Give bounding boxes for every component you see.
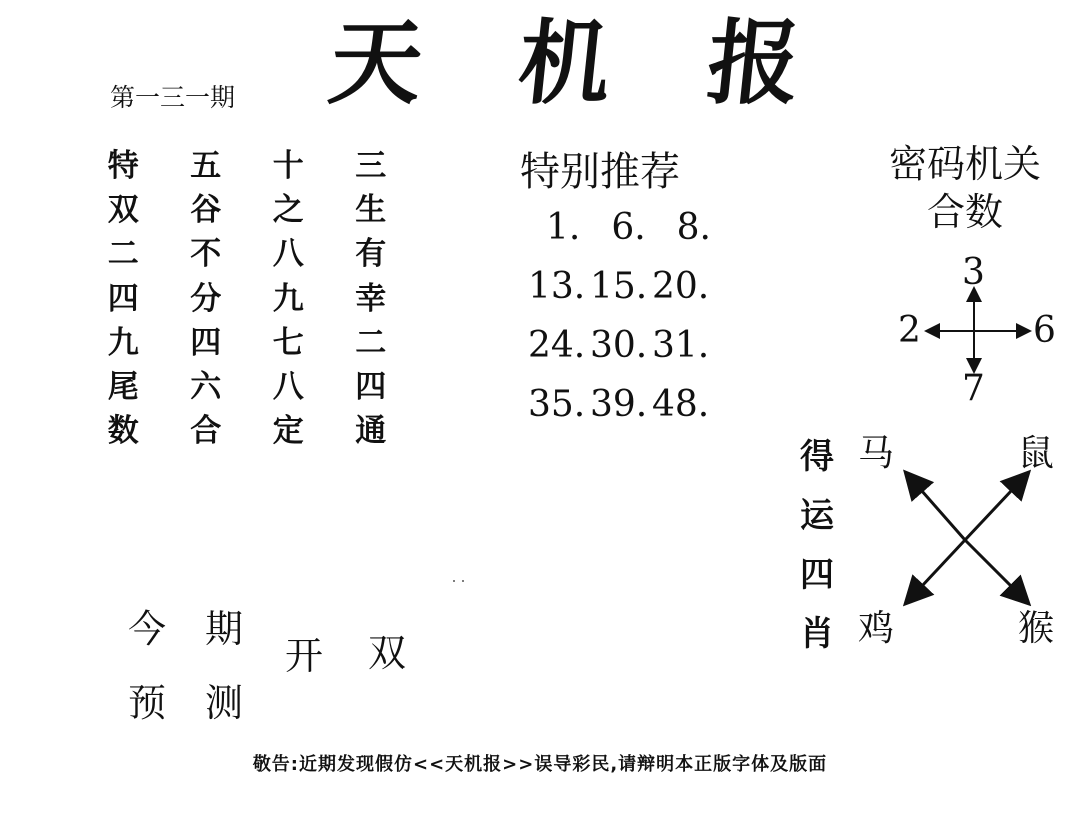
recommend-row: [528, 375, 728, 434]
grid-cell: 七: [272, 324, 304, 361]
recommend-row: [528, 257, 728, 316]
grid-cell: 合: [190, 413, 222, 450]
grid-cell: 九: [272, 280, 304, 317]
recommend-number: 13.: [528, 266, 586, 307]
lucky-label-char: 肖: [800, 614, 834, 654]
recommend-number: 24.: [528, 325, 586, 366]
grid-cell: 谷: [190, 191, 222, 228]
grid-cell: 双: [107, 191, 139, 228]
recommend-number: 31.: [652, 325, 710, 366]
zodiac-rooster: 鸡: [858, 608, 895, 649]
grid-cell: 之: [272, 191, 304, 228]
prediction-char: 期: [205, 607, 244, 651]
recommend-number: 6.: [611, 207, 646, 248]
recommend-number: 20.: [652, 266, 710, 307]
grid-cell: 四: [355, 369, 387, 406]
zodiac-cross-arrows: [895, 462, 1055, 622]
zodiac-monkey: 猴: [1018, 608, 1055, 649]
grid-cell: 四: [190, 324, 222, 361]
recommend-number: 1.: [546, 207, 581, 248]
recommend-number: 30.: [590, 325, 648, 366]
issue-number: 第一三一期: [110, 83, 236, 112]
zodiac-rat: 鼠: [1018, 433, 1055, 474]
compass-bottom-number: 7: [962, 368, 985, 409]
lucky-label-char: 得: [800, 437, 834, 477]
compass-top-number: 3: [962, 252, 985, 293]
grid-cell: 尾: [107, 369, 139, 406]
grid-cell: 二: [355, 324, 387, 361]
grid-cell: 数: [107, 413, 139, 450]
footer-warning: 敬告:近期发现假仿<<天机报>>误导彩民,请辩明本正版字体及版面: [252, 754, 828, 775]
recommend-number: 15.: [590, 266, 648, 307]
recommend-title: 特别推荐: [520, 149, 680, 195]
grid-cell: 八: [272, 369, 304, 406]
prediction-result-char: 双: [368, 631, 407, 675]
recommend-row: [528, 198, 728, 257]
grid-cell: 分: [190, 280, 222, 317]
grid-cell: 九: [107, 324, 139, 361]
prediction-char: 预: [128, 681, 167, 725]
grid-cell: 十: [272, 147, 304, 184]
title-char-1: 天: [324, 9, 428, 117]
grid-cell: 不: [190, 236, 222, 273]
code-title: [870, 140, 1060, 236]
title-char-2: 机: [513, 9, 617, 117]
grid-cell: 八: [272, 236, 304, 273]
lucky-label-char: 运: [800, 496, 834, 536]
grid-cell: 三: [355, 147, 387, 184]
recommend-number: 48.: [652, 384, 710, 425]
prediction-char: 测: [205, 681, 244, 725]
compass-left-number: 2: [898, 310, 921, 351]
grid-cell: 四: [107, 280, 139, 317]
poem-grid: [82, 140, 412, 450]
speck: [462, 580, 464, 582]
grid-cell: 特: [107, 147, 139, 184]
prediction-char: 今: [128, 607, 167, 651]
grid-cell: 五: [190, 147, 222, 184]
grid-cell: 定: [272, 413, 304, 450]
grid-cell: 通: [355, 413, 387, 450]
grid-cell: 有: [355, 236, 387, 273]
code-title-line2: 合数: [926, 190, 1003, 234]
number-compass: [890, 252, 1065, 412]
lucky-label-char: 四: [800, 555, 834, 595]
recommend-number: 35.: [528, 384, 586, 425]
recommend-row: [528, 316, 728, 375]
grid-cell: 六: [190, 369, 222, 406]
grid-cell: 幸: [355, 280, 387, 317]
grid-cell: 生: [355, 191, 387, 228]
compass-right-number: 6: [1033, 310, 1056, 351]
recommend-number: 39.: [590, 384, 648, 425]
lucky-label: [795, 428, 839, 664]
prediction-result-char: 开: [285, 634, 324, 678]
recommend-numbers: [528, 198, 728, 434]
speck: [453, 580, 455, 582]
code-title-line1: 密码机关: [888, 142, 1041, 186]
grid-cell: 二: [107, 236, 139, 273]
zodiac-horse: 马: [858, 433, 895, 474]
title-char-3: 报: [702, 9, 806, 117]
recommend-number: 8.: [676, 207, 712, 248]
newspaper-title: [324, 8, 806, 118]
